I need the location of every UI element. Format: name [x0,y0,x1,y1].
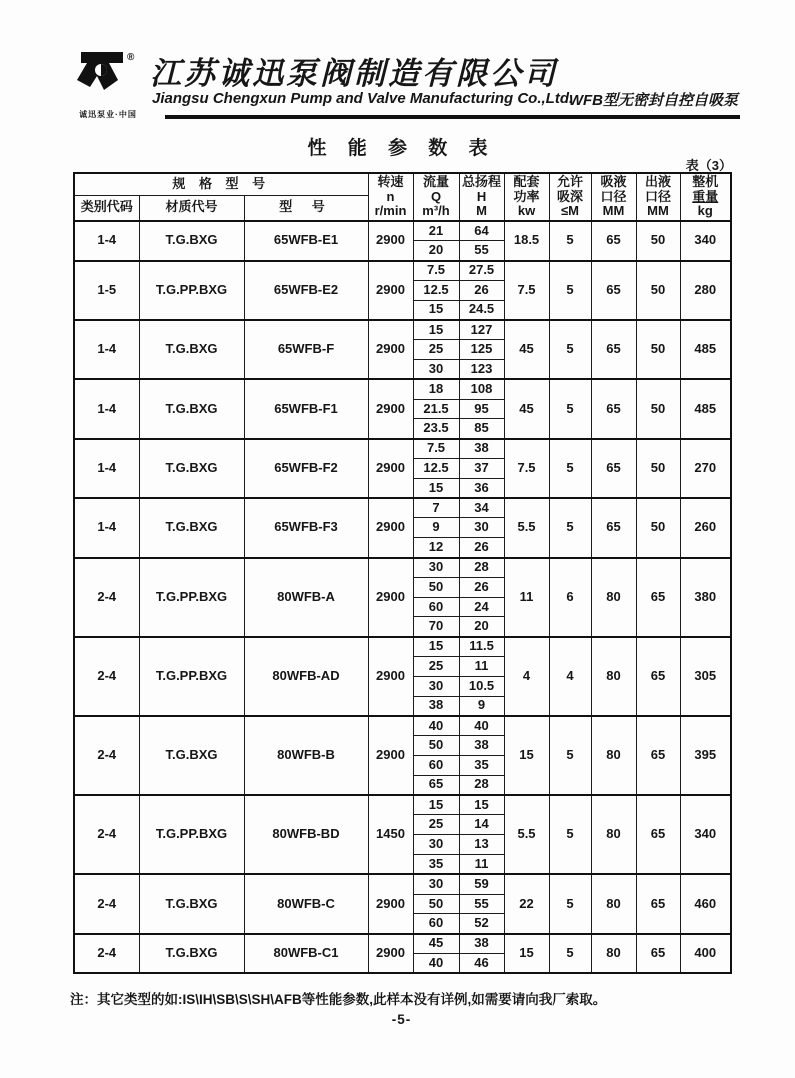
cell-power: 4 [504,637,549,716]
cell-inlet-diameter: 80 [591,558,636,637]
cell-flow: 65 [413,775,459,795]
cell-model: 65WFB-F [244,320,368,379]
cell-flow: 15 [413,320,459,340]
cell-power: 7.5 [504,439,549,498]
cell-model: 80WFB-A [244,558,368,637]
cell-category: 1-4 [74,498,139,557]
col-header-flow: 流量 Q m³/h [413,173,459,221]
cell-power: 45 [504,320,549,379]
cell-head: 20 [459,617,504,637]
cell-head: 38 [459,736,504,756]
cell-category: 2-4 [74,874,139,933]
table-row [74,558,731,578]
cell-head: 38 [459,439,504,459]
cell-flow: 25 [413,340,459,360]
cell-flow: 50 [413,736,459,756]
cell-flow: 38 [413,696,459,716]
cell-head: 127 [459,320,504,340]
cell-suction-depth: 5 [549,439,591,498]
cell-suction-depth: 5 [549,261,591,320]
cell-speed: 2900 [368,221,413,261]
cell-power: 5.5 [504,498,549,557]
col-header-head: 总扬程 H M [459,173,504,221]
cell-flow: 30 [413,835,459,855]
cell-inlet-diameter: 80 [591,795,636,874]
cell-speed: 2900 [368,637,413,716]
cell-head: 85 [459,419,504,439]
cell-flow: 12.5 [413,280,459,300]
cell-suction-depth: 5 [549,221,591,261]
cell-outlet-diameter: 50 [636,379,680,438]
company-name-en: Jiangsu Chengxun Pump and Valve Manufacturing Co.,Ltd. [152,90,574,107]
cell-flow: 9 [413,518,459,538]
cell-flow: 60 [413,597,459,617]
cell-power: 22 [504,874,549,933]
footnote: 注：其它类型的如:IS\IH\SB\S\SH\AFB等性能参数,此样本没有详例,如需要请向我厂索取。 [70,992,607,1007]
cell-head: 26 [459,538,504,558]
cell-category: 2-4 [74,558,139,637]
table-row [74,261,731,281]
pump-logo-icon [75,50,141,107]
cell-speed: 2900 [368,874,413,933]
cell-head: 52 [459,914,504,934]
table-row [74,498,731,518]
cell-inlet-diameter: 65 [591,320,636,379]
logo-caption: 诚迅泵业·中国 [79,110,137,119]
cell-flow: 7 [413,498,459,518]
cell-weight: 260 [680,498,731,557]
cell-head: 59 [459,874,504,894]
col-header-model: 型 号 [244,195,368,221]
cell-outlet-diameter: 50 [636,261,680,320]
col-header-outlet: 出液 口径 MM [636,173,680,221]
table-row [74,637,731,657]
cell-material: T.G.BXG [139,320,244,379]
cell-flow: 30 [413,676,459,696]
cell-head: 38 [459,934,504,954]
cell-flow: 23.5 [413,419,459,439]
cell-head: 26 [459,280,504,300]
cell-head: 36 [459,478,504,498]
spec-model-group-header: 规 格 型 号 [74,173,368,195]
cell-flow: 30 [413,874,459,894]
cell-model: 80WFB-BD [244,795,368,874]
cell-inlet-diameter: 65 [591,439,636,498]
cell-power: 11 [504,558,549,637]
cell-category: 2-4 [74,716,139,795]
cell-speed: 2900 [368,379,413,438]
cell-suction-depth: 5 [549,498,591,557]
cell-outlet-diameter: 65 [636,795,680,874]
cell-power: 15 [504,716,549,795]
cell-speed: 2900 [368,716,413,795]
cell-material: T.G.PP.BXG [139,558,244,637]
cell-outlet-diameter: 65 [636,716,680,795]
cell-weight: 305 [680,637,731,716]
cell-flow: 40 [413,716,459,736]
cell-model: 80WFB-B [244,716,368,795]
cell-head: 14 [459,815,504,835]
product-series-tagline: WFB型无密封自控自吸泵 [568,92,738,109]
cell-model: 80WFB-AD [244,637,368,716]
table-row [74,795,731,815]
cell-head: 28 [459,775,504,795]
cell-model: 65WFB-E1 [244,221,368,261]
cell-material: T.G.PP.BXG [139,261,244,320]
cell-head: 64 [459,221,504,241]
cell-suction-depth: 5 [549,716,591,795]
cell-power: 5.5 [504,795,549,874]
cell-head: 35 [459,756,504,776]
cell-head: 108 [459,379,504,399]
cell-power: 18.5 [504,221,549,261]
cell-head: 30 [459,518,504,538]
performance-table [73,172,732,974]
cell-suction-depth: 5 [549,934,591,974]
cell-suction-depth: 6 [549,558,591,637]
cell-head: 27.5 [459,261,504,281]
cell-flow: 50 [413,577,459,597]
cell-weight: 460 [680,874,731,933]
col-header-material: 材质代号 [139,195,244,221]
cell-head: 95 [459,399,504,419]
cell-model: 65WFB-F1 [244,379,368,438]
cell-flow: 30 [413,558,459,578]
cell-suction-depth: 5 [549,379,591,438]
col-header-power: 配套 功率 kw [504,173,549,221]
cell-category: 2-4 [74,637,139,716]
col-header-weight: 整机 重量 kg [680,173,731,221]
cell-suction-depth: 5 [549,795,591,874]
cell-category: 2-4 [74,934,139,974]
cell-flow: 60 [413,756,459,776]
cell-speed: 2900 [368,261,413,320]
cell-outlet-diameter: 65 [636,558,680,637]
cell-flow: 15 [413,795,459,815]
cell-flow: 20 [413,241,459,261]
cell-outlet-diameter: 65 [636,637,680,716]
table-row [74,934,731,954]
cell-model: 65WFB-F2 [244,439,368,498]
cell-weight: 485 [680,379,731,438]
cell-speed: 2900 [368,498,413,557]
cell-flow: 15 [413,300,459,320]
cell-head: 55 [459,894,504,914]
company-logo [62,50,154,120]
cell-flow: 25 [413,657,459,677]
col-header-category: 类别代码 [74,195,139,221]
cell-suction-depth: 5 [549,874,591,933]
cell-flow: 45 [413,934,459,954]
cell-flow: 70 [413,617,459,637]
cell-model: 65WFB-F3 [244,498,368,557]
cell-flow: 15 [413,478,459,498]
cell-weight: 280 [680,261,731,320]
cell-weight: 340 [680,795,731,874]
cell-flow: 40 [413,953,459,973]
cell-material: T.G.PP.BXG [139,637,244,716]
cell-flow: 7.5 [413,261,459,281]
cell-head: 24.5 [459,300,504,320]
cell-flow: 21.5 [413,399,459,419]
cell-material: T.G.BXG [139,379,244,438]
cell-inlet-diameter: 80 [591,874,636,933]
cell-inlet-diameter: 80 [591,637,636,716]
cell-flow: 30 [413,360,459,380]
cell-outlet-diameter: 50 [636,439,680,498]
table-row [74,716,731,736]
cell-suction-depth: 5 [549,320,591,379]
cell-material: T.G.BXG [139,498,244,557]
cell-speed: 2900 [368,934,413,974]
cell-head: 9 [459,696,504,716]
cell-head: 11 [459,855,504,875]
cell-material: T.G.BXG [139,874,244,933]
cell-category: 1-4 [74,320,139,379]
cell-outlet-diameter: 50 [636,221,680,261]
registered-mark: ® [127,52,135,63]
cell-head: 11 [459,657,504,677]
cell-category: 2-4 [74,795,139,874]
cell-head: 28 [459,558,504,578]
page-title: 性 能 参 数 表 [307,138,496,159]
cell-head: 125 [459,340,504,360]
cell-head: 11.5 [459,637,504,657]
table-row [74,874,731,894]
cell-suction-depth: 4 [549,637,591,716]
table-body [74,221,731,973]
cell-flow: 50 [413,894,459,914]
cell-material: T.G.BXG [139,934,244,974]
cell-inlet-diameter: 80 [591,934,636,974]
cell-speed: 2900 [368,439,413,498]
cell-speed: 2900 [368,320,413,379]
col-header-speed: 转速 n r/min [368,173,413,221]
cell-flow: 60 [413,914,459,934]
cell-head: 24 [459,597,504,617]
cell-power: 45 [504,379,549,438]
table-row [74,221,731,241]
cell-flow: 21 [413,221,459,241]
cell-model: 80WFB-C1 [244,934,368,974]
cell-inlet-diameter: 80 [591,716,636,795]
cell-category: 1-4 [74,439,139,498]
table-header [74,173,731,221]
cell-outlet-diameter: 50 [636,320,680,379]
cell-head: 40 [459,716,504,736]
page-number: -5- [391,1012,412,1027]
cell-category: 1-5 [74,261,139,320]
cell-outlet-diameter: 65 [636,934,680,974]
header-divider [165,115,740,119]
cell-model: 80WFB-C [244,874,368,933]
cell-speed: 1450 [368,795,413,874]
cell-material: T.G.BXG [139,716,244,795]
cell-category: 1-4 [74,379,139,438]
cell-weight: 400 [680,934,731,974]
cell-model: 65WFB-E2 [244,261,368,320]
col-header-suction: 允许 吸深 ≤M [549,173,591,221]
cell-material: T.G.PP.BXG [139,795,244,874]
cell-material: T.G.BXG [139,221,244,261]
cell-flow: 18 [413,379,459,399]
cell-head: 46 [459,953,504,973]
cell-flow: 12 [413,538,459,558]
cell-head: 26 [459,577,504,597]
cell-head: 15 [459,795,504,815]
cell-head: 34 [459,498,504,518]
cell-inlet-diameter: 65 [591,221,636,261]
cell-category: 1-4 [74,221,139,261]
cell-material: T.G.BXG [139,439,244,498]
table-row [74,439,731,459]
cell-flow: 7.5 [413,439,459,459]
cell-power: 7.5 [504,261,549,320]
cell-head: 37 [459,459,504,479]
cell-outlet-diameter: 50 [636,498,680,557]
cell-head: 13 [459,835,504,855]
cell-weight: 340 [680,221,731,261]
cell-inlet-diameter: 65 [591,379,636,438]
table-row [74,379,731,399]
cell-flow: 15 [413,637,459,657]
cell-flow: 25 [413,815,459,835]
cell-weight: 270 [680,439,731,498]
table-number-label: 表（3） [685,158,732,173]
cell-inlet-diameter: 65 [591,261,636,320]
cell-weight: 395 [680,716,731,795]
table-row [74,320,731,340]
cell-inlet-diameter: 65 [591,498,636,557]
cell-weight: 485 [680,320,731,379]
cell-flow: 12.5 [413,459,459,479]
cell-power: 15 [504,934,549,974]
cell-speed: 2900 [368,558,413,637]
cell-head: 55 [459,241,504,261]
cell-outlet-diameter: 65 [636,874,680,933]
cell-flow: 35 [413,855,459,875]
cell-head: 123 [459,360,504,380]
cell-head: 10.5 [459,676,504,696]
col-header-inlet: 吸液 口径 MM [591,173,636,221]
cell-weight: 380 [680,558,731,637]
company-name-cn: 江苏诚迅泵阀制造有限公司 [150,56,558,91]
